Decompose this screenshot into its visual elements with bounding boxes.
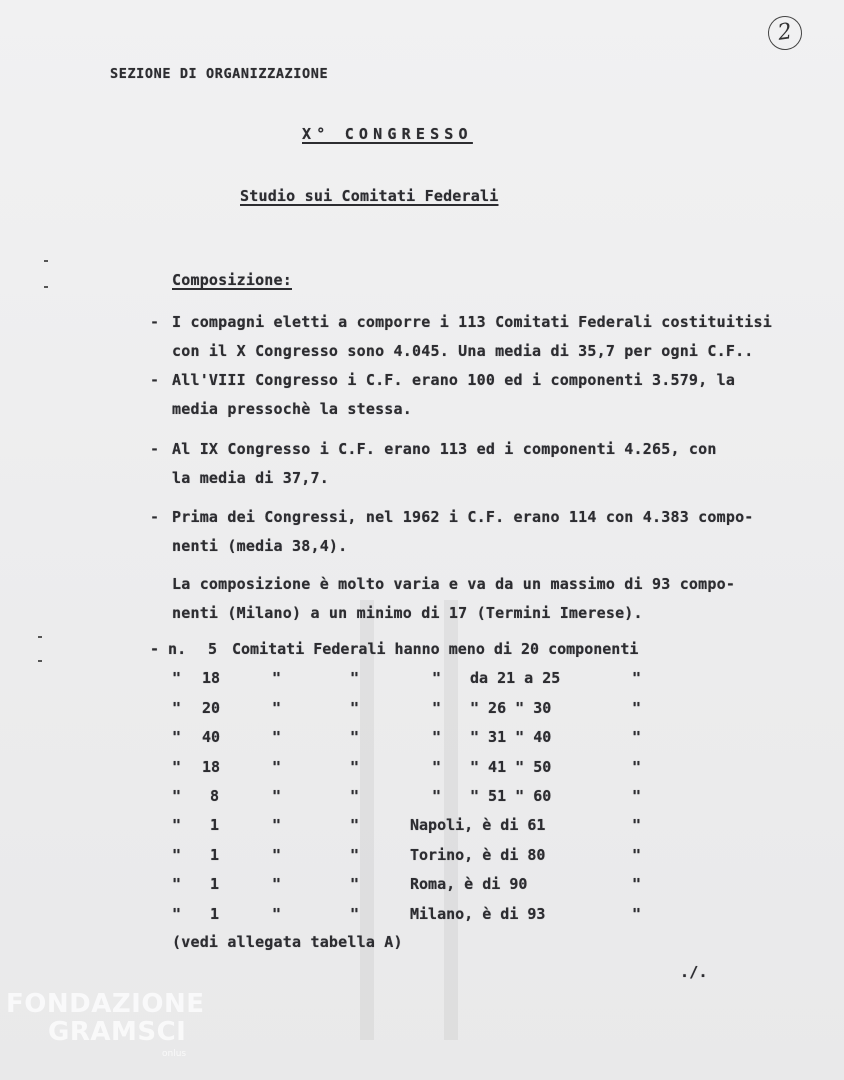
table-cell: " xyxy=(172,875,182,894)
table-row xyxy=(150,640,710,669)
table-cell: " xyxy=(272,875,282,894)
table-cell: 1 xyxy=(210,875,220,894)
table-row xyxy=(150,846,710,875)
bullet-dash: - xyxy=(150,508,160,526)
table-cell: " xyxy=(272,757,282,776)
table-cell: " xyxy=(350,875,360,894)
table-cell: " xyxy=(350,786,360,805)
document-subtitle: Studio sui Comitati Federali xyxy=(240,187,499,205)
table-cell: " xyxy=(350,845,360,864)
foundation-watermark xyxy=(6,989,205,1059)
watermark-line1: FONDAZIONE xyxy=(6,989,205,1019)
table-cell: " xyxy=(172,816,182,835)
table-row xyxy=(150,728,710,757)
page-number: 2 xyxy=(766,14,804,52)
table-cell: Comitati Federali hanno meno di 20 componenti xyxy=(232,640,639,658)
table-cell: " xyxy=(432,786,442,805)
paragraph-line: La composizione è molto varia e va da un massimo di 93 compo- xyxy=(172,575,736,593)
table-cell: " xyxy=(272,698,282,717)
congress-title: X° CONGRESSO xyxy=(302,125,473,143)
table-cell: " xyxy=(172,757,182,776)
continuation-mark: ./. xyxy=(680,963,708,981)
watermark-sub: onlus xyxy=(162,1049,187,1059)
table-row xyxy=(150,875,710,904)
paragraph-line: nenti (media 38,4). xyxy=(172,537,348,555)
table-cell: Roma, è di 90 xyxy=(410,875,528,894)
watermark-line2: GRAMSCI xyxy=(48,1017,187,1047)
table-cell: " xyxy=(632,757,642,776)
bullet-dash: - xyxy=(150,313,160,331)
paragraph-line: All'VIII Congresso i C.F. erano 100 ed i componenti 3.579, la xyxy=(172,371,736,389)
table-cell: " xyxy=(272,904,282,923)
table-cell: 1 xyxy=(210,845,220,864)
table-cell: " xyxy=(272,845,282,864)
paragraph-line: con il X Congresso sono 4.045. Una media di 35,7 per ogni C.F.. xyxy=(172,342,754,360)
table-row xyxy=(150,758,710,787)
table-cell: " xyxy=(172,845,182,864)
table-cell: " xyxy=(172,904,182,923)
table-cell: 1 xyxy=(210,816,220,835)
table-cell: 5 xyxy=(208,640,218,658)
margin-mark xyxy=(38,660,42,662)
table-cell: " 31 " 40 xyxy=(470,728,552,747)
table-cell: 1 xyxy=(210,904,220,923)
table-cell: " xyxy=(432,728,442,747)
table-cell: " xyxy=(632,728,642,747)
table-cell: " xyxy=(272,728,282,747)
table-note: (vedi allegata tabella A) xyxy=(172,933,403,951)
margin-mark xyxy=(38,636,42,638)
table-cell: " xyxy=(350,904,360,923)
table-cell: " xyxy=(350,728,360,747)
bullet-dash: - xyxy=(150,440,160,458)
table-cell: 20 xyxy=(202,698,221,717)
paragraph-line: Prima dei Congressi, nel 1962 i C.F. erano 114 con 4.383 compo- xyxy=(172,508,754,526)
table-cell: " xyxy=(632,786,642,805)
table-cell: da 21 a 25 xyxy=(470,669,561,688)
table-row xyxy=(150,699,710,728)
table-row xyxy=(150,816,710,845)
composition-heading: Composizione: xyxy=(172,271,292,289)
table-cell: " xyxy=(632,845,642,864)
table-cell: Torino, è di 80 xyxy=(410,845,546,864)
table-cell: " xyxy=(432,669,442,688)
paragraph-line: Al IX Congresso i C.F. erano 113 ed i componenti 4.265, con xyxy=(172,440,717,458)
table-cell: " xyxy=(172,786,182,805)
table-cell: Milano, è di 93 xyxy=(410,904,546,923)
table-cell: " xyxy=(350,669,360,688)
table-row xyxy=(150,669,710,698)
table-cell: " xyxy=(432,698,442,717)
table-cell: 8 xyxy=(210,786,220,805)
margin-mark xyxy=(44,286,48,288)
table-cell: " 26 " 30 xyxy=(470,698,552,717)
table-cell: 18 xyxy=(202,757,221,776)
bullet-dash: - xyxy=(150,371,160,389)
table-cell: " xyxy=(350,698,360,717)
table-cell: 40 xyxy=(202,728,221,747)
table-cell: " xyxy=(172,669,182,688)
paragraph-line: la media di 37,7. xyxy=(172,469,329,487)
table-cell: " xyxy=(632,698,642,717)
table-row xyxy=(150,905,710,934)
table-cell: " xyxy=(350,816,360,835)
table-cell: " xyxy=(632,904,642,923)
table-cell: " xyxy=(272,816,282,835)
table-cell: " xyxy=(632,816,642,835)
table-cell: - n. xyxy=(150,640,187,658)
paragraph-line: I compagni eletti a comporre i 113 Comitati Federali costituitisi xyxy=(172,313,772,331)
distribution-table xyxy=(150,640,710,934)
section-heading: SEZIONE DI ORGANIZZAZIONE xyxy=(110,66,329,82)
table-cell: " xyxy=(632,669,642,688)
paragraph-line: media pressochè la stessa. xyxy=(172,400,412,418)
table-cell: Napoli, è di 61 xyxy=(410,816,546,835)
table-cell: " 51 " 60 xyxy=(470,786,552,805)
table-row xyxy=(150,787,710,816)
table-cell: " xyxy=(350,757,360,776)
table-cell: " xyxy=(632,875,642,894)
table-cell: " xyxy=(272,786,282,805)
table-cell: 18 xyxy=(202,669,221,688)
table-cell: " xyxy=(272,669,282,688)
table-cell: " xyxy=(432,757,442,776)
margin-mark xyxy=(44,260,48,262)
paragraph-line: nenti (Milano) a un minimo di 17 (Termini Imerese). xyxy=(172,604,643,622)
table-cell: " xyxy=(172,698,182,717)
table-cell: " 41 " 50 xyxy=(470,757,552,776)
table-cell: " xyxy=(172,728,182,747)
